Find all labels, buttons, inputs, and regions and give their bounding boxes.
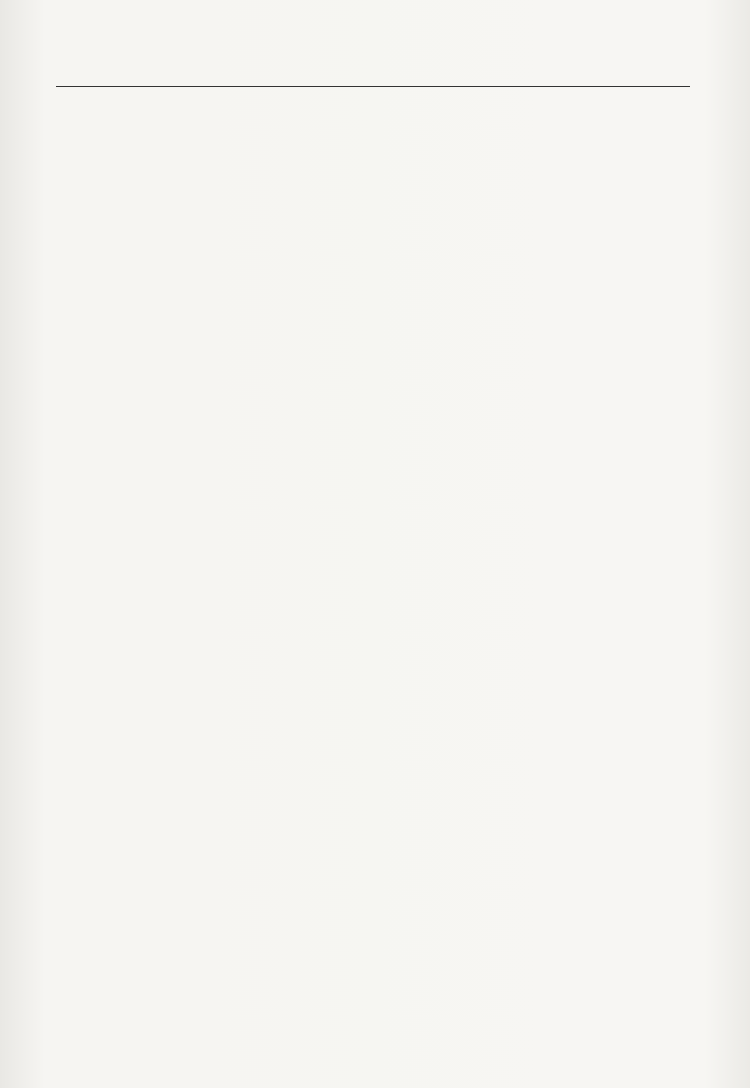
header-rule <box>56 86 690 87</box>
